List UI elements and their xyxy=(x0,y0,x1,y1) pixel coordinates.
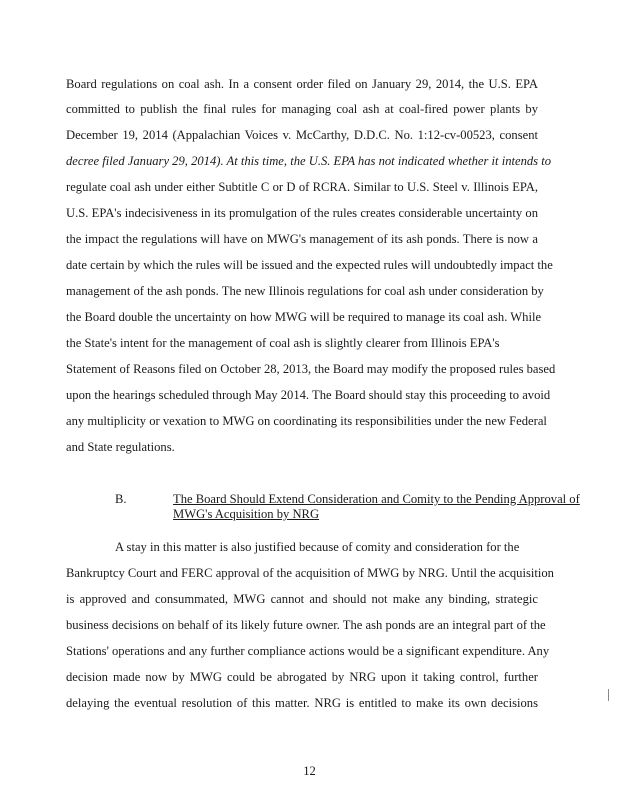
body-line: Statement of Reasons filed on October 28, 2013, the Board may modify the proposed rules based xyxy=(66,362,556,376)
body-line: Board regulations on coal ash. In a consent order filed on January 29, 2014, the U.S. EPA xyxy=(66,77,538,91)
body-line: Bankruptcy Court and FERC approval of the acquisition of MWG by NRG. Until the acquisition xyxy=(66,566,554,580)
body-line: upon the hearings scheduled through May 2014. The Board should stay this proceeding to avoid xyxy=(66,388,551,402)
section-label: B. xyxy=(115,492,127,506)
body-line: the Board double the uncertainty on how MWG will be required to manage its coal ash. While xyxy=(66,310,542,324)
body-line: decision made now by MWG could be abrogated by NRG upon it taking control, further xyxy=(66,670,538,684)
page-number: 12 xyxy=(303,764,316,778)
body-line: business decisions on behalf of its likely future owner. The ash ponds are an integral part of the xyxy=(66,618,546,632)
body-line: management of the ash ponds. The new Illinois regulations for coal ash under consideration by xyxy=(66,284,544,298)
body-line: any multiplicity or vexation to MWG on coordinating its responsibilities under the new Federal xyxy=(66,414,547,428)
body-line: the impact the regulations will have on MWG's management of its ash ponds. There is now a xyxy=(66,232,538,246)
section-title: MWG's Acquisition by NRG xyxy=(173,507,320,521)
body-line: Stations' operations and any further compliance actions would be a significant expenditure. Any xyxy=(66,644,550,658)
body-line: committed to publish the final rules for managing coal ash at coal-fired power plants by xyxy=(66,102,538,116)
body-line: decree filed January 29, 2014). At this time, the U.S. EPA has not indicated whether it intends to xyxy=(66,154,552,168)
body-line: delaying the eventual resolution of this matter. NRG is entitled to make its own decisions xyxy=(66,696,538,710)
body-line: U.S. EPA's indecisiveness in its promulgation of the rules creates considerable uncertainty on xyxy=(66,206,538,220)
body-line: A stay in this matter is also justified because of comity and consideration for the xyxy=(115,540,520,554)
body-line: is approved and consummated, MWG cannot and should not make any binding, strategic xyxy=(66,592,538,606)
section-title: The Board Should Extend Consideration and Comity to the Pending Approval of xyxy=(173,492,580,506)
body-line: regulate coal ash under either Subtitle C or D of RCRA. Similar to U.S. Steel v. Illinois EPA, xyxy=(66,180,538,194)
body-line: and State regulations. xyxy=(66,440,175,454)
body-line: the State's intent for the management of coal ash is slightly clearer from Illinois EPA's xyxy=(66,336,500,350)
body-line: December 19, 2014 (Appalachian Voices v. McCarthy, D.D.C. No. 1:12-cv-00523, consent xyxy=(66,128,538,142)
scan-artifact xyxy=(608,689,609,701)
body-line: date certain by which the rules will be issued and the expected rules will undoubtedly impact the xyxy=(66,258,553,272)
